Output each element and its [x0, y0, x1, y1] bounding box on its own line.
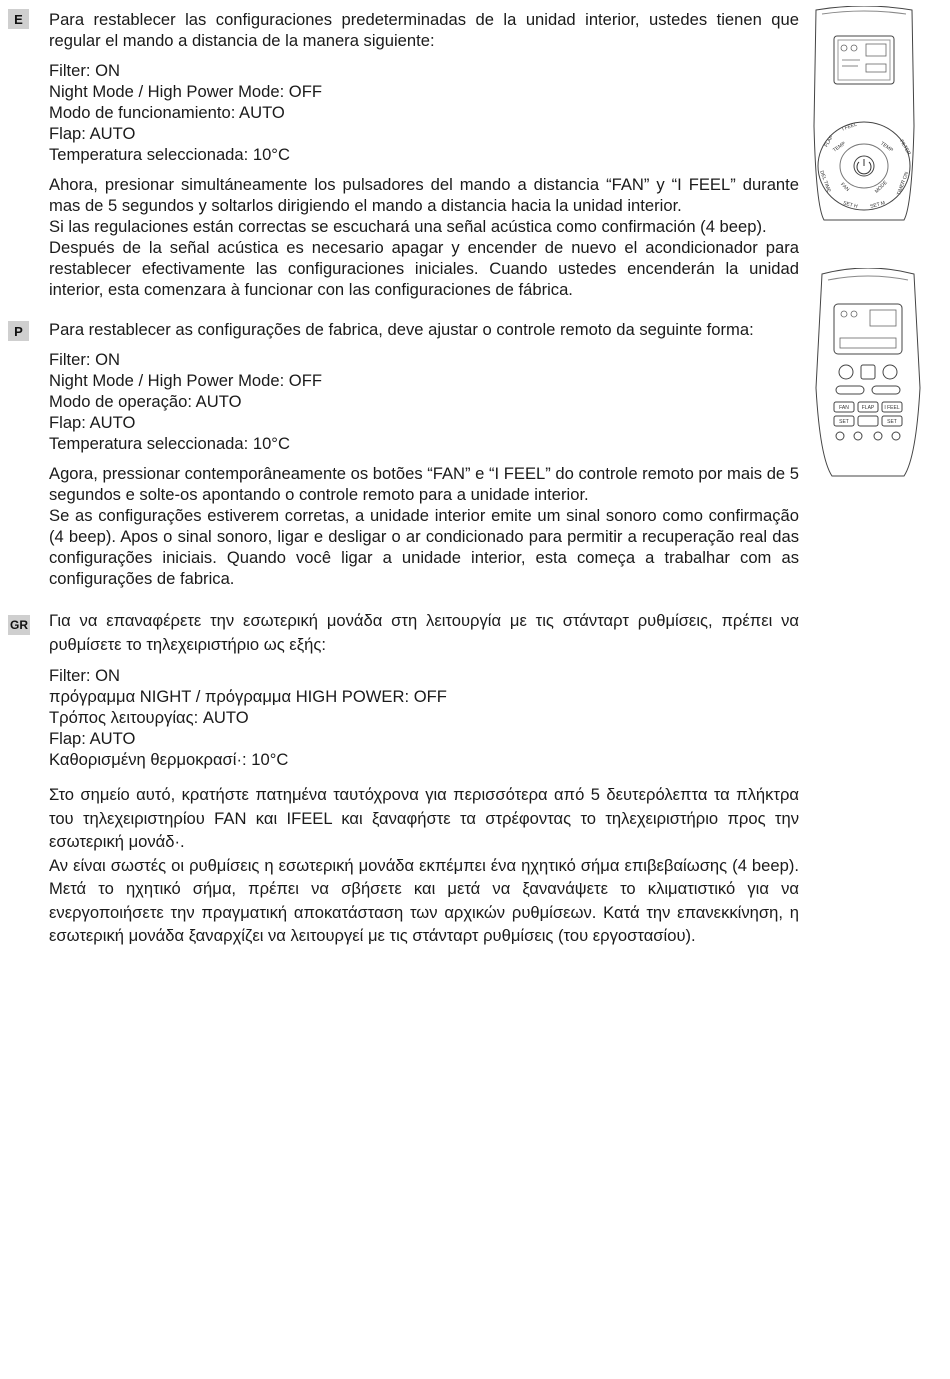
fan-button-label: FAN: [839, 181, 851, 193]
set-left-button-label: SET: [839, 419, 849, 425]
mode-button-label: MODE: [873, 179, 889, 195]
filter-button-label: FILTER: [898, 138, 912, 157]
temp-up-button-label: TEMP: [879, 140, 894, 154]
remote-control-illustration-2: [812, 268, 924, 480]
intro-es: Para restablecer las configuraciones predeterminadas de la unidad interior, ustedes tienen que regular el mando a distancia de la manera siguiente:: [49, 10, 799, 50]
language-tab-gr: GR: [8, 615, 30, 635]
paragraph-1-es: Ahora, presionar simultáneamente los pulsadores del mando a distancia “FAN” y “I FEEL” durante mas de 5 segundos y soltarlos dirigiendo el mando a distancia hacia la unidad interior.: [49, 175, 799, 215]
intro-gr: Για να επαναφέρετε την εσωτερική μονάδα στη λειτουργία με τις στάνταρτ ρυθμίσεις, πρέπει να ρυθμίσετε το τηλεχειριστήριο ως εξής:: [49, 611, 799, 654]
flap-button-label: FLAP: [861, 405, 875, 411]
power-icon: [861, 365, 875, 379]
setting-mode-gr: Τρόπος λειτουργίας: AUTO: [49, 708, 249, 727]
ifeel-button-label: I FEEL: [841, 121, 858, 133]
language-tab-es: E: [8, 9, 29, 29]
setting-temp-es: Temperatura seleccionada: 10°C: [49, 145, 290, 164]
del-timer-button-label: DEL TIME: [818, 169, 832, 194]
setting-flap-pt: Flap: AUTO: [49, 413, 136, 432]
setting-filter-es: Filter: ON: [49, 61, 120, 80]
intro-pt: Para restablecer as configurações de fabrica, deve ajustar o controle remoto da seguinte forma:: [49, 320, 754, 339]
language-tab-pt: P: [8, 321, 29, 341]
paragraph-2-es: Si las regulaciones están correctas se escuchará una señal acústica como confirmación (4 beep).: [49, 217, 767, 236]
ifeel-button-label: I FEEL: [884, 405, 900, 411]
setting-flap-es: Flap: AUTO: [49, 124, 136, 143]
text-block-es: [49, 9, 799, 300]
set-right-button-label: SET: [887, 419, 897, 425]
setting-night-es: Night Mode / High Power Mode: OFF: [49, 82, 322, 101]
setting-filter-gr: Filter: ON: [49, 666, 120, 685]
fan-round-icon: [839, 365, 853, 379]
paragraph-2-pt: Se as configurações estiverem corretas, a unidade interior emite um sinal sonoro como confirmação (4 beep). Apos o sinal sonoro, ligar e desligar o ar condicionado para permitir a recuperação real das configurações iniciais. Quando você ligar a unidade interior, esta começa a trabalhar com as configurações de fabrica.: [49, 506, 799, 588]
text-block-gr: [49, 609, 799, 948]
temp-down-button-label: TEMP: [832, 140, 847, 154]
setting-filter-pt: Filter: ON: [49, 350, 120, 369]
mode-round-icon: [883, 365, 897, 379]
setting-mode-pt: Modo de operação: AUTO: [49, 392, 242, 411]
remote-body-outline: [816, 268, 920, 476]
flap-button-label: FLAP: [823, 134, 835, 149]
paragraph-1-gr: Στο σημείο αυτό, κρατήστε πατημένα ταυτόχρονα για περισσότερα από 5 δευτερόλεπτα τα πλήκτρα του τηλεχειριστηρίου FAN και IFEEL και ξαναφήστε τα στρέφοντας το τηλεχειριστήριο προς την εσωτερική μονάδ·.: [49, 785, 799, 851]
set-m-button-label: SET M: [869, 200, 886, 210]
setting-night-pt: Night Mode / High Power Mode: OFF: [49, 371, 322, 390]
fan-button-label: FAN: [839, 405, 849, 411]
setting-mode-es: Modo de funcionamiento: AUTO: [49, 103, 285, 122]
remote-control-illustration-1: [808, 6, 920, 224]
text-block-pt: [49, 319, 799, 589]
setting-temp-pt: Temperatura seleccionada: 10°C: [49, 434, 290, 453]
paragraph-3-es: Después de la señal acústica es necesario apagar y encender de nuevo el acondicionador para restablecer efectivamente las configuraciones iniciales. Cuando ustedes encenderán la unidad interior, esta comenzara à funcionar con las configuraciones de fábrica.: [49, 238, 799, 299]
setting-night-gr: πρόγραμμα NIGHT / πρόγραμμα HIGH POWER: OFF: [49, 687, 447, 706]
setting-flap-gr: Flap: AUTO: [49, 729, 136, 748]
paragraph-2-gr: Αν είναι σωστές οι ρυθμίσεις η εσωτερική μονάδα εκπέμπει ένα ηχητικό σήμα επιβεβαίωσης (4 beep). Μετά το ηχητικό σήμα, πρέπει να σβήσετε και μετά να ξανανάψετε το κλιματιστικό για να ενεργοποιήσετε την πραγματική αποκατάσταση των αρχικών ρυθμίσεων. Κατά την επανεκκίνηση, η εσωτερική μονάδα ξαναρχίζει να λειτουργεί με τις στάνταρτ ρυθμίσεις (του εργοστασίου).: [49, 855, 799, 945]
paragraph-1-pt: Agora, pressionar contemporâneamente os botões “FAN” e “I FEEL” do controle remoto por mais de 5 segundos e solte-os apontando o controle remoto para a unidade interior.: [49, 464, 799, 504]
set-h-button-label: SET H: [842, 200, 859, 210]
remote-lcd-screen: [834, 304, 902, 354]
setting-temp-gr: Καθορισμένη θερμοκρασί·: 10°C: [49, 750, 289, 769]
timer-on-button-label: TIMER ON: [896, 171, 911, 197]
